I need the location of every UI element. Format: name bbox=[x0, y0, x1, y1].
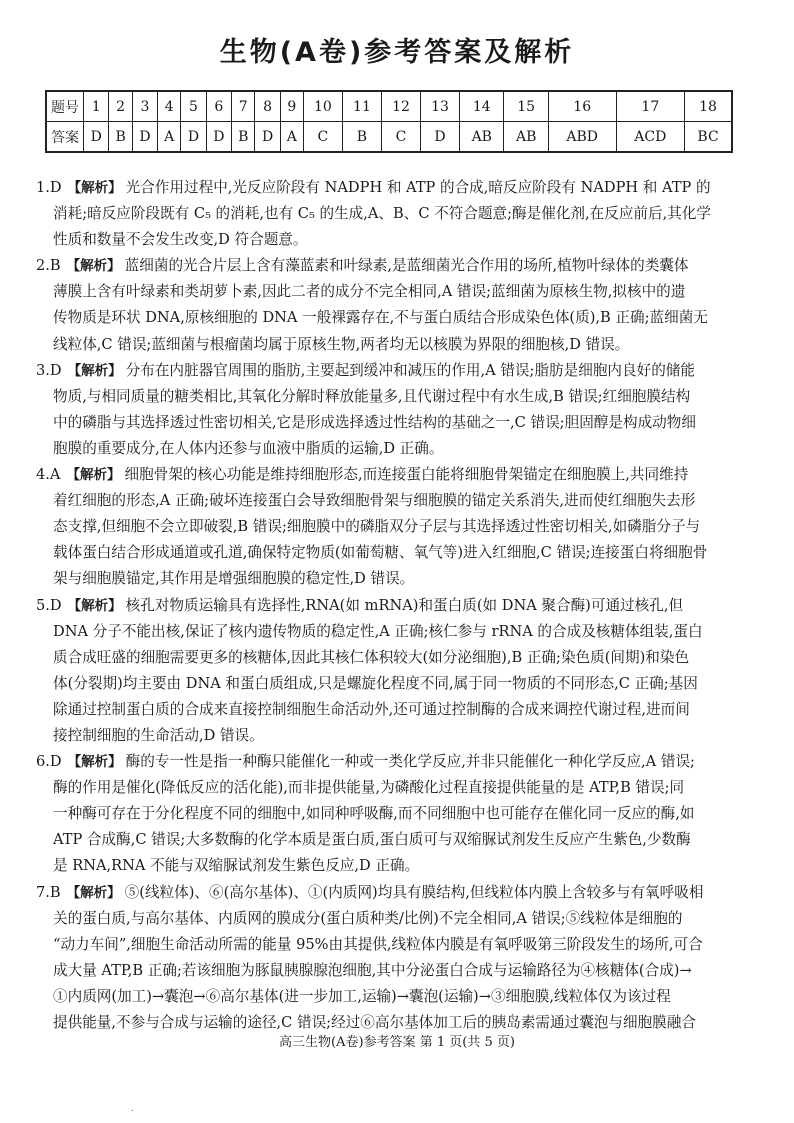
question-answer-label: 7.B bbox=[36, 883, 61, 901]
question-number-cell: 18 bbox=[685, 91, 732, 122]
explanation-item bbox=[36, 175, 744, 253]
answer-cell: A bbox=[158, 122, 181, 153]
explanation-line: 是 RNA,RNA 不能与双缩脲试剂发生紫色反应,D 正确。 bbox=[53, 857, 420, 875]
explanation-line: 架与细胞膜锚定,其作用是增强细胞膜的稳定性,D 错误。 bbox=[53, 570, 415, 588]
answer-cell: A bbox=[280, 122, 303, 153]
row-header-number: 题号 bbox=[46, 91, 84, 122]
question-number-cell: 2 bbox=[109, 91, 132, 122]
explanation-text: 核孔对物质运输具有选择性,RNA(如 mRNA)和蛋白质(如 DNA 聚合酶)可通过核孔,但 bbox=[125, 596, 684, 614]
question-number-cell: 11 bbox=[342, 91, 381, 122]
question-answer-label: 1.D bbox=[36, 179, 62, 196]
explanation-line: 提供能量,不参与合成与运输的途径,C 错误;经过⑥高尔基体加工后的胰岛素需通过囊泡与细胞膜融合 bbox=[53, 1014, 696, 1031]
explanation-item bbox=[36, 593, 744, 750]
analysis-tag: 【解析】 bbox=[67, 597, 122, 614]
explanation-line: 关的蛋白质,与高尔基体、内质网的膜成分(蛋白质种类/比例)不完全相同,A 错误;⑤线粒体是细胞的 bbox=[53, 909, 683, 927]
question-number-cell: 13 bbox=[421, 91, 460, 122]
page-footer: 高三生物(A卷)参考答案 第 1 页(共 5 页) bbox=[279, 1035, 515, 1050]
explanation-line bbox=[36, 253, 744, 279]
answer-cell: D bbox=[421, 122, 460, 153]
explanation-line: ①内质网(加工)→囊泡→⑥高尔基体(进一步加工,运输)→囊泡(运输)→③细胞膜,线粒体仅为该过程 bbox=[53, 987, 671, 1005]
answer-cell: B bbox=[232, 122, 255, 153]
analysis-tag: 【解析】 bbox=[67, 362, 122, 379]
question-number-cell: 4 bbox=[158, 91, 181, 122]
explanation-line: 性质和数量不会发生改变,D 符合题意。 bbox=[53, 231, 308, 249]
question-answer-label: 2.B bbox=[36, 257, 61, 275]
explanation-text: ⑤(线粒体)、⑥(高尔基体)、①(内质网)均具有膜结构,但线粒体内膜上含较多与有氧呼吸相 bbox=[124, 883, 704, 901]
answer-cell: D bbox=[84, 122, 109, 153]
explanation-line: 体(分裂期)均主要由 DNA 和蛋白质组成,只是螺旋化程度不同,属于同一物质的不同形态,C 正确;基因 bbox=[53, 674, 698, 692]
explanation-item bbox=[36, 253, 744, 357]
answer-cell: BC bbox=[685, 122, 732, 153]
answer-cell: D bbox=[206, 122, 231, 153]
explanation-line bbox=[36, 749, 744, 775]
explanation-line: 成大量 ATP,B 正确;若该细胞为豚鼠胰腺腺泡细胞,其中分泌蛋白合成与运输路径为④核糖体(合成)→ bbox=[53, 961, 692, 979]
explanation-line: 传物质是环状 DNA,原核细胞的 DNA 一般裸露存在,不与蛋白质结合形成染色体(质),B 正确;蓝细菌无 bbox=[53, 309, 708, 327]
explanation-text: 蓝细菌的光合片层上含有藻蓝素和叶绿素,是蓝细菌光合作用的场所,植物叶绿体的类囊体 bbox=[124, 257, 689, 275]
analysis-tag: 【解析】 bbox=[66, 258, 121, 275]
explanation-line: 态支撑,但细胞不会立即破裂,B 错误;细胞膜中的磷脂双分子层与其选择透过性密切相关,如磷脂分子与 bbox=[53, 518, 701, 536]
explanation-line bbox=[36, 462, 744, 488]
question-number-cell: 10 bbox=[303, 91, 342, 122]
analysis-tag: 【解析】 bbox=[67, 754, 122, 771]
explanation-list bbox=[36, 175, 744, 1036]
explanation-line: 胞膜的重要成分,在人体内还参与血液中脂质的运输,D 正确。 bbox=[53, 439, 444, 457]
explanation-line bbox=[36, 358, 744, 384]
answer-cell: AB bbox=[504, 122, 548, 153]
explanation-line: 载体蛋白结合形成通道或孔道,确保特定物质(如葡萄糖、氧气等)进入红细胞,C 错误;连接蛋白将细胞骨 bbox=[53, 544, 708, 562]
explanation-line: 一种酶可存在于分化程度不同的细胞中,如同种呼吸酶,而不同细胞中也可能存在催化同一反应的酶,如 bbox=[53, 805, 695, 823]
answer-cell: D bbox=[255, 122, 280, 153]
answer-table-answer-row bbox=[46, 122, 732, 153]
question-answer-label: 6.D bbox=[36, 753, 62, 771]
answer-cell: ABD bbox=[548, 122, 616, 153]
explanation-line: ATP 合成酶,C 错误;大多数酶的化学本质是蛋白质,蛋白质可与双缩脲试剂发生反应产生紫色,少数酶 bbox=[53, 831, 691, 849]
answer-cell: C bbox=[303, 122, 342, 153]
analysis-tag: 【解析】 bbox=[66, 884, 121, 901]
explanation-text: 酶的专一性是指一种酶只能催化一种或一类化学反应,并非只能催化一种化学反应,A 错误; bbox=[125, 753, 695, 771]
explanation-line bbox=[36, 593, 744, 619]
explanation-line bbox=[36, 175, 744, 201]
question-number-cell: 9 bbox=[280, 91, 303, 122]
explanation-line: 质合成旺盛的细胞需要更多的核糖体,因此其核仁体积较大(如分泌细胞),B 正确;染色质(间期)和染色 bbox=[53, 648, 690, 666]
explanation-item bbox=[36, 462, 744, 592]
explanation-line: DNA 分子不能出核,保证了核内遗传物质的稳定性,A 正确;核仁参与 rRNA 的合成及核糖体组装,蛋白 bbox=[53, 622, 703, 640]
question-number-cell: 6 bbox=[206, 91, 231, 122]
question-number-cell: 5 bbox=[181, 91, 206, 122]
question-number-cell: 1 bbox=[84, 91, 109, 122]
explanation-line bbox=[36, 880, 744, 906]
explanation-line: “动力车间”,细胞生命活动所需的能量 95%由其提供,线粒体内膜是有氧呼吸第三阶段发生的场所,可合 bbox=[53, 935, 703, 953]
explanation-line: 着红细胞的形态,A 正确;破坏连接蛋白会导致细胞骨架与细胞膜的锚定关系消失,进而使红细胞失去形 bbox=[53, 492, 696, 510]
stray-mark: . bbox=[131, 1104, 134, 1114]
explanation-item bbox=[36, 749, 744, 879]
analysis-tag: 【解析】 bbox=[67, 180, 122, 196]
question-number-cell: 7 bbox=[232, 91, 255, 122]
explanation-item bbox=[36, 880, 744, 1037]
answer-cell: C bbox=[381, 122, 420, 153]
answer-table bbox=[45, 90, 733, 153]
answer-cell: AB bbox=[460, 122, 504, 153]
explanation-line: 接控制细胞的生命活动,D 错误。 bbox=[53, 726, 264, 744]
answer-cell: ACD bbox=[616, 122, 685, 153]
explanation-line: 中的磷脂与其选择透过性密切相关,它是形成选择透过性结构的基础之一,C 错误;胆固醇是构成动物细 bbox=[53, 413, 696, 431]
analysis-tag: 【解析】 bbox=[66, 467, 121, 484]
question-number-cell: 16 bbox=[548, 91, 616, 122]
explanation-text: 光合作用过程中,光反应阶段有 NADPH 和 ATP 的合成,暗反应阶段有 NADPH 和 ATP 的 bbox=[125, 179, 711, 196]
explanation-line: 线粒体,C 错误;蓝细菌与根瘤菌均属于原核生物,两者均无以核膜为界限的细胞核,D 错误。 bbox=[53, 335, 630, 353]
question-number-cell: 12 bbox=[381, 91, 420, 122]
page-title: 生物(A卷)参考答案及解析 bbox=[219, 37, 575, 68]
answer-table-number-row bbox=[46, 91, 732, 122]
question-number-cell: 8 bbox=[255, 91, 280, 122]
question-number-cell: 15 bbox=[504, 91, 548, 122]
answer-cell: D bbox=[181, 122, 206, 153]
explanation-line: 薄膜上含有叶绿素和类胡萝卜素,因此二者的成分不完全相同,A 错误;蓝细菌为原核生物,拟核中的遗 bbox=[53, 283, 686, 301]
question-answer-label: 3.D bbox=[36, 361, 62, 379]
explanation-item bbox=[36, 358, 744, 462]
explanation-line: 物质,与相同质量的糖类相比,其氧化分解时释放能量多,且代谢过程中有水生成,B 错误;红细胞膜结构 bbox=[53, 387, 691, 405]
explanation-text: 分布在内脏器官周围的脂肪,主要起到缓冲和减压的作用,A 错误;脂肪是细胞内良好的储能 bbox=[125, 361, 695, 379]
explanation-line: 除通过控制蛋白质的合成来直接控制细胞生命活动外,还可通过控制酶的合成来调控代谢过程,进而间 bbox=[53, 700, 690, 718]
explanation-text: 细胞骨架的核心功能是维持细胞形态,而连接蛋白能将细胞骨架锚定在细胞膜上,共同维持 bbox=[124, 466, 689, 484]
explanation-line: 消耗;暗反应阶段既有 C₅ 的消耗,也有 C₅ 的生成,A、B、C 不符合题意;酶是催化剂,在反应前后,其化学 bbox=[53, 205, 712, 223]
row-header-answer: 答案 bbox=[46, 122, 84, 153]
question-number-cell: 14 bbox=[460, 91, 504, 122]
question-answer-label: 4.A bbox=[36, 466, 61, 484]
explanation-line: 酶的作用是催化(降低反应的活化能),而非提供能量,为磷酸化过程直接提供能量的是 ATP,B 错误;同 bbox=[53, 779, 685, 797]
question-answer-label: 5.D bbox=[36, 596, 62, 614]
answer-cell: D bbox=[132, 122, 157, 153]
question-number-cell: 3 bbox=[132, 91, 157, 122]
answer-cell: B bbox=[342, 122, 381, 153]
question-number-cell: 17 bbox=[616, 91, 685, 122]
answer-cell: B bbox=[109, 122, 132, 153]
